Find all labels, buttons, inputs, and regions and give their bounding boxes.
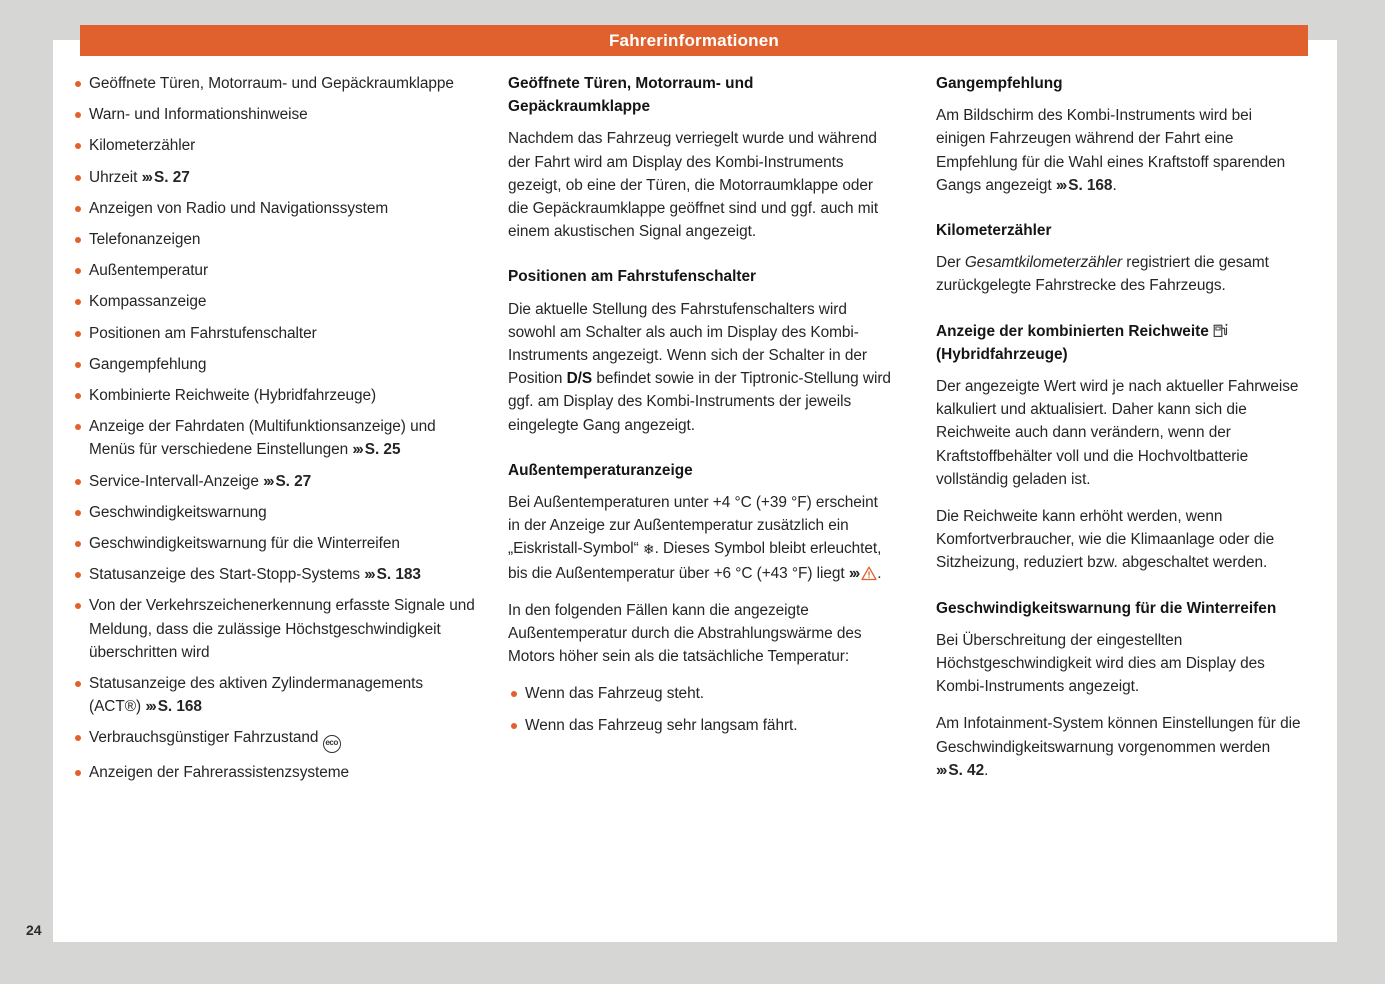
chevron-right-icon: ››› [145, 698, 155, 716]
bullet-text: Wenn das Fahrzeug steht. [525, 685, 705, 703]
paragraph-part: befindet sowie in der Tiptronic-Stellung wird ggf. am Display des Kombi-Instruments der jeweils eingelegte Gang angezeigt. [508, 370, 891, 434]
chevron-right-icon: ››› [141, 168, 152, 186]
bullet-text: Anzeige der Fahrdaten (Multifunktionsanzeige) und Menüs für verschiedene Einstellungen [89, 418, 436, 459]
bullet-text: Warn- und Informationshinweise [89, 106, 308, 124]
content-columns [72, 72, 1322, 892]
list-item [72, 353, 476, 376]
page-number: 24 [26, 922, 42, 938]
chevron-right-icon: ››› [936, 761, 946, 779]
feature-bullet-list [72, 72, 476, 785]
section-paragraph-combined-range-1: Der angezeigte Wert wird je nach aktueller Fahrweise kalkuliert und aktualisiert. Daher kann sich die Reichweite auch dann verändern, wenn der Kraftstoffbehälter voll und die Hochvoltbatterie vollständig geladen ist. [936, 378, 1299, 488]
column-middle [496, 72, 911, 892]
bullet-text: Anzeigen der Fahrerassistenzsysteme [89, 764, 350, 782]
page-header-band [80, 25, 1308, 56]
page-title: Fahrerinformationen [608, 30, 780, 50]
section-heading-combined-range [936, 320, 1302, 366]
list-item [72, 134, 476, 157]
section-paragraph-odometer [936, 251, 1302, 297]
paragraph-part: . Dieses Symbol bleibt erleuchtet, bis die Außentemperatur über +6 °C (+43 °F) liegt [508, 540, 882, 582]
bullet-text: Wenn das Fahrzeug sehr langsam fährt. [525, 716, 798, 734]
list-item [72, 563, 476, 586]
section-paragraph-winter-tire-2 [936, 712, 1302, 782]
outside-temp-bullet-list [508, 682, 891, 736]
paragraph-part: . [1112, 176, 1117, 194]
section-heading-outside-temp: Außentemperaturanzeige [508, 461, 693, 479]
bullet-text: Service-Intervall-Anzeige [89, 472, 264, 490]
heading-part: (Hybridfahrzeuge) [936, 345, 1068, 363]
bullet-text: Kombinierte Reichweite (Hybridfahrzeuge) [89, 387, 377, 405]
bullet-text: Anzeigen von Radio und Navigationssystem [89, 199, 389, 217]
list-item [72, 290, 476, 313]
bullet-text: Statusanzeige des Start-Stopp-Systems [89, 566, 365, 584]
bullet-text: Geöffnete Türen, Motorraum- und Gepäckraumklappe [89, 75, 454, 92]
page-reference[interactable]: ››› S. 42 [936, 761, 985, 779]
chevron-right-icon: ››› [352, 441, 362, 459]
warning-triangle-icon [861, 565, 877, 580]
paragraph-part: Die aktuelle Stellung des Fahrstufenschalters wird sowohl am Schalter als auch im Display des Kombi-Instruments angezeigt. Wenn sich der Schalter in der Position [508, 300, 867, 388]
paragraph-part: . [984, 761, 989, 779]
list-item [508, 714, 891, 737]
list-item [72, 322, 476, 345]
section-heading-winter-tire-warning: Geschwindigkeitswarnung für die Winterreifen [936, 599, 1277, 617]
list-item [72, 532, 476, 555]
page-reference[interactable]: ››› S. 183 [364, 566, 421, 584]
page-reference[interactable]: ››› S. 168 [145, 698, 202, 716]
list-item [72, 384, 476, 407]
snowflake-icon: ❄ [642, 541, 655, 558]
heading-part: Anzeige der kombinierten Reichweite [936, 322, 1214, 340]
paragraph-part: Bei Außentemperaturen unter +4 °C (+39 °F) erscheint in der Anzeige zur Außentemperatur zusätzlich ein „Eiskristall-Symbol“ [508, 494, 878, 558]
bullet-text: Kilometerzähler [89, 137, 196, 155]
list-item [72, 103, 476, 126]
bullet-text: Statusanzeige des aktiven Zylindermanagements (ACT®) [89, 675, 423, 716]
paragraph-part: Am Infotainment-System können Einstellungen für die Geschwindigkeitswarnung vorgenommen werden [936, 715, 1301, 756]
bullet-text: Uhrzeit [89, 168, 142, 186]
bullet-text: Telefonanzeigen [89, 231, 201, 249]
list-item [72, 166, 476, 189]
chevron-right-icon: ››› [364, 566, 374, 584]
fuel-charge-icon [1213, 323, 1230, 339]
section-heading-doors: Geöffnete Türen, Motorraum- und Gepäckraumklappe [508, 75, 754, 116]
section-heading-gear-recommendation: Gangempfehlung [936, 75, 1063, 92]
chevron-right-icon: ››› [263, 472, 273, 490]
list-item [72, 594, 476, 664]
bullet-text: Verbrauchsgünstiger Fahrzustand [89, 729, 323, 747]
gear-position-value: D/S [566, 370, 593, 388]
section-paragraph-gear-selector [508, 298, 891, 437]
page-reference[interactable]: ››› S. 25 [352, 441, 401, 459]
bullet-text: Außentemperatur [89, 262, 209, 280]
list-item [72, 501, 476, 524]
eco-icon: eco [323, 735, 341, 753]
section-paragraph-outside-temp-1 [508, 491, 891, 585]
section-heading-odometer: Kilometerzähler [936, 222, 1052, 240]
bullet-text: Geschwindigkeitswarnung [89, 503, 267, 521]
paragraph-part: Am Bildschirm des Kombi-Instruments wird bei einigen Fahrzeugen während der Fahrt eine Empfehlung für die Wahl eines Kraftstoff sparenden Gangs angezeigt [936, 107, 1286, 194]
list-item [72, 228, 476, 251]
bullet-text: Gangempfehlung [89, 355, 207, 373]
bullet-text: Geschwindigkeitswarnung für die Winterreifen [89, 535, 400, 553]
list-item [508, 682, 891, 705]
bullet-text: Von der Verkehrszeichenerkennung erfasste Signale und Meldung, dass die zulässige Höchstgeschwindigkeit überschritten wird [89, 597, 475, 661]
page-reference[interactable]: ››› S. 168 [1055, 176, 1113, 194]
section-paragraph-combined-range-2: Die Reichweite kann erhöht werden, wenn Komfortverbraucher, wie die Klimaanlage oder die Sitzheizung, reduziert bzw. abgeschaltet werden. [936, 508, 1275, 572]
chevron-right-icon: ››› [848, 564, 859, 582]
column-right [911, 72, 1322, 892]
list-item [72, 761, 476, 784]
list-item [72, 197, 476, 220]
section-paragraph-winter-tire-1: Bei Überschreitung der eingestellten Höchstgeschwindigkeit wird dies am Display des Kombi-Instruments angezeigt. [936, 631, 1265, 696]
list-item [72, 415, 476, 461]
paragraph-part: . [877, 564, 882, 582]
paragraph-part: registriert die gesamt zurückgelegte Fahrstrecke des Fahrzeugs. [936, 254, 1269, 295]
list-item [72, 470, 476, 493]
section-paragraph-gear-recommendation [936, 104, 1302, 197]
page-reference[interactable]: ››› S. 27 [141, 168, 190, 186]
list-item [72, 726, 476, 753]
section-heading-gear-selector: Positionen am Fahrstufenschalter [508, 268, 757, 286]
list-item [72, 259, 476, 282]
chevron-right-icon: ››› [1055, 176, 1066, 194]
odometer-term: Gesamtkilometerzähler [964, 254, 1123, 272]
list-item [72, 672, 476, 718]
page-reference[interactable] [849, 565, 861, 582]
column-left [72, 72, 496, 892]
bullet-text: Positionen am Fahrstufenschalter [89, 324, 317, 342]
section-paragraph-doors: Nachdem das Fahrzeug verriegelt wurde und während der Fahrt wird am Display des Kombi-Instruments gezeigt, ob eine der Türen, die Motorraumklappe oder die Gepäckraumklappe geöffnet sind und ggf. auch mit einem akustischen Signal angezeigt. [508, 130, 879, 241]
paragraph-part: Der [936, 254, 965, 272]
section-paragraph-outside-temp-2: In den folgenden Fällen kann die angezeigte Außentemperatur durch die Abstrahlungswärme des Motors höher sein als die tatsächliche Temperatur: [508, 601, 862, 666]
bullet-text: Kompassanzeige [89, 293, 207, 311]
list-item [72, 72, 476, 95]
page-reference[interactable]: ››› S. 27 [263, 472, 312, 490]
